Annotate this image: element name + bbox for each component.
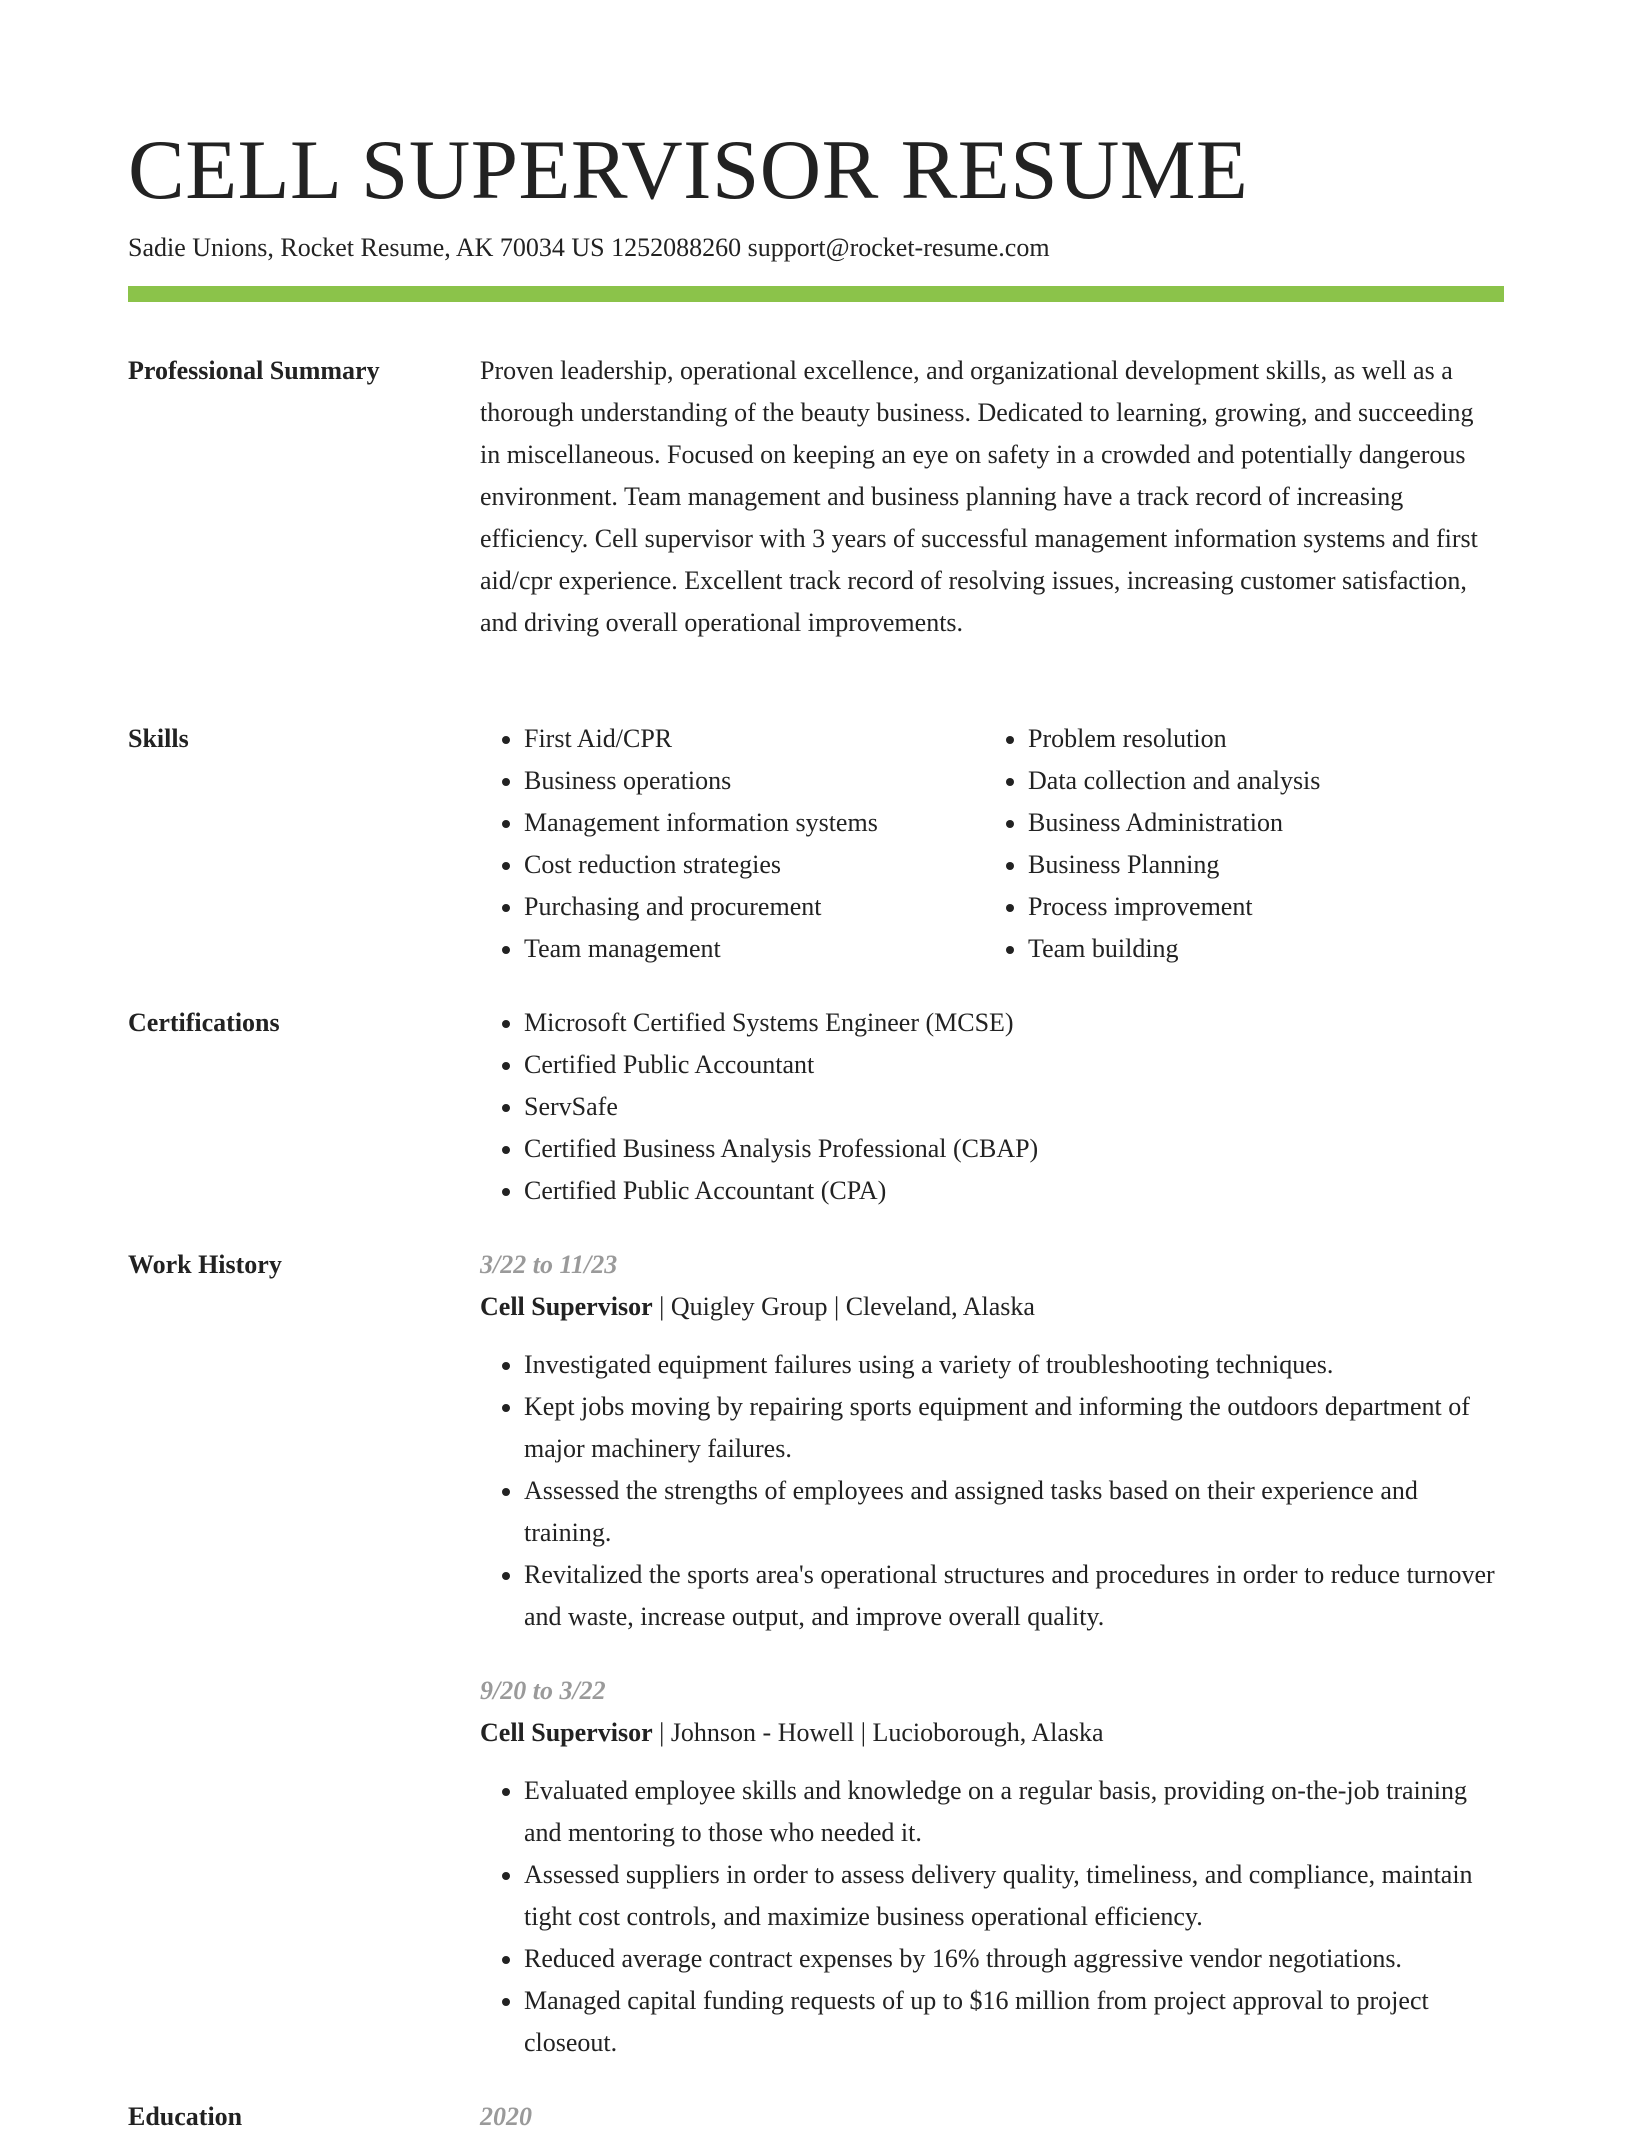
skill-item: • Data collection and analysis — [1028, 760, 1488, 802]
education-heading: Education — [128, 2102, 243, 2131]
job-company-location: | Johnson - Howell | Lucioborough, Alaska — [652, 1718, 1104, 1747]
certifications-body — [480, 1002, 1504, 1212]
skills-column-left — [480, 718, 984, 970]
contact-info: Sadie Unions, Rocket Resume, AK 70034 US 1252088260 support@rocket-resume.com — [128, 233, 1050, 262]
skill-item: • Management information systems — [524, 802, 984, 844]
job-bullet: • Managed capital funding requests of up to $16 million from project approval to project closeout. — [524, 1980, 1504, 2064]
skill-item: • Business Planning — [1028, 844, 1488, 886]
skills-body — [480, 718, 1504, 970]
skill-item: • Business Administration — [1028, 802, 1488, 844]
job-company-location: | Quigley Group | Cleveland, Alaska — [652, 1292, 1035, 1321]
education-date: 2020 — [480, 2102, 532, 2131]
certification-item: • Certified Business Analysis Professional (CBAP) — [524, 1128, 1504, 1170]
skill-item: • Purchasing and procurement — [524, 886, 984, 928]
job-bullet: • Assessed the strengths of employees and assigned tasks based on their experience and training. — [524, 1470, 1504, 1554]
resume-title: CELL SUPERVISOR RESUME — [128, 123, 1249, 217]
job-title: Cell Supervisor — [480, 1292, 653, 1321]
education-body — [480, 2096, 1504, 2138]
certification-item: • Certified Public Accountant (CPA) — [524, 1170, 1504, 1212]
job-bullet: • Kept jobs moving by repairing sports equipment and informing the outdoors department of major machinery failures. — [524, 1386, 1504, 1470]
job-bullet: • Evaluated employee skills and knowledge on a regular basis, providing on-the-job training and mentoring to those who needed it. — [524, 1770, 1504, 1854]
job-bullet: • Assessed suppliers in order to assess delivery quality, timeliness, and compliance, maintain tight cost controls, and maximize business operational efficiency. — [524, 1854, 1504, 1938]
work-history-heading: Work History — [128, 1250, 282, 1279]
header-divider — [128, 286, 1504, 302]
skills-heading: Skills — [128, 724, 189, 753]
summary-text: Proven leadership, operational excellence, and organizational development skills, as well as a thorough understanding of the beauty business. Dedicated to learning, growing, and succeeding in miscellaneous. Focused on keeping an eye on safety in a crowded and potentially dangerous environment. Team management and business planning have a track record of increasing efficiency. Cell supervisor with 3 years of successful management information systems and first aid/cpr experience. Excellent track record of resolving issues, increasing customer satisfaction, and driving overall operational improvements. — [480, 356, 1478, 637]
work-history-body — [480, 1244, 1504, 2078]
job-title: Cell Supervisor — [480, 1718, 653, 1747]
job-dates: 9/20 to 3/22 — [480, 1676, 606, 1705]
job-dates: 3/22 to 11/23 — [480, 1250, 618, 1279]
skill-item: • Cost reduction strategies — [524, 844, 984, 886]
job-bullet: • Investigated equipment failures using a variety of troubleshooting techniques. — [524, 1344, 1504, 1386]
skill-item: • Team management — [524, 928, 984, 970]
skill-item: • First Aid/CPR — [524, 718, 984, 760]
certification-item: • Microsoft Certified Systems Engineer (MCSE) — [524, 1002, 1504, 1044]
skill-item: • Problem resolution — [1028, 718, 1488, 760]
job-heading — [480, 1712, 1504, 1754]
certification-item: • Certified Public Accountant — [524, 1044, 1504, 1086]
job-entry — [480, 1670, 1504, 2064]
summary-body — [480, 350, 1504, 644]
skill-item: • Team building — [1028, 928, 1488, 970]
skill-item: • Business operations — [524, 760, 984, 802]
job-heading — [480, 1286, 1504, 1328]
job-bullet: • Revitalized the sports area's operational structures and procedures in order to reduce turnover and waste, increase output, and improve overall quality. — [524, 1554, 1504, 1638]
summary-heading: Professional Summary — [128, 356, 380, 385]
certification-item: • ServSafe — [524, 1086, 1504, 1128]
skill-item: • Process improvement — [1028, 886, 1488, 928]
certifications-heading: Certifications — [128, 1008, 280, 1037]
job-entry — [480, 1244, 1504, 1638]
job-bullet: • Reduced average contract expenses by 16% through aggressive vendor negotiations. — [524, 1938, 1504, 1980]
skills-column-right — [984, 718, 1488, 970]
